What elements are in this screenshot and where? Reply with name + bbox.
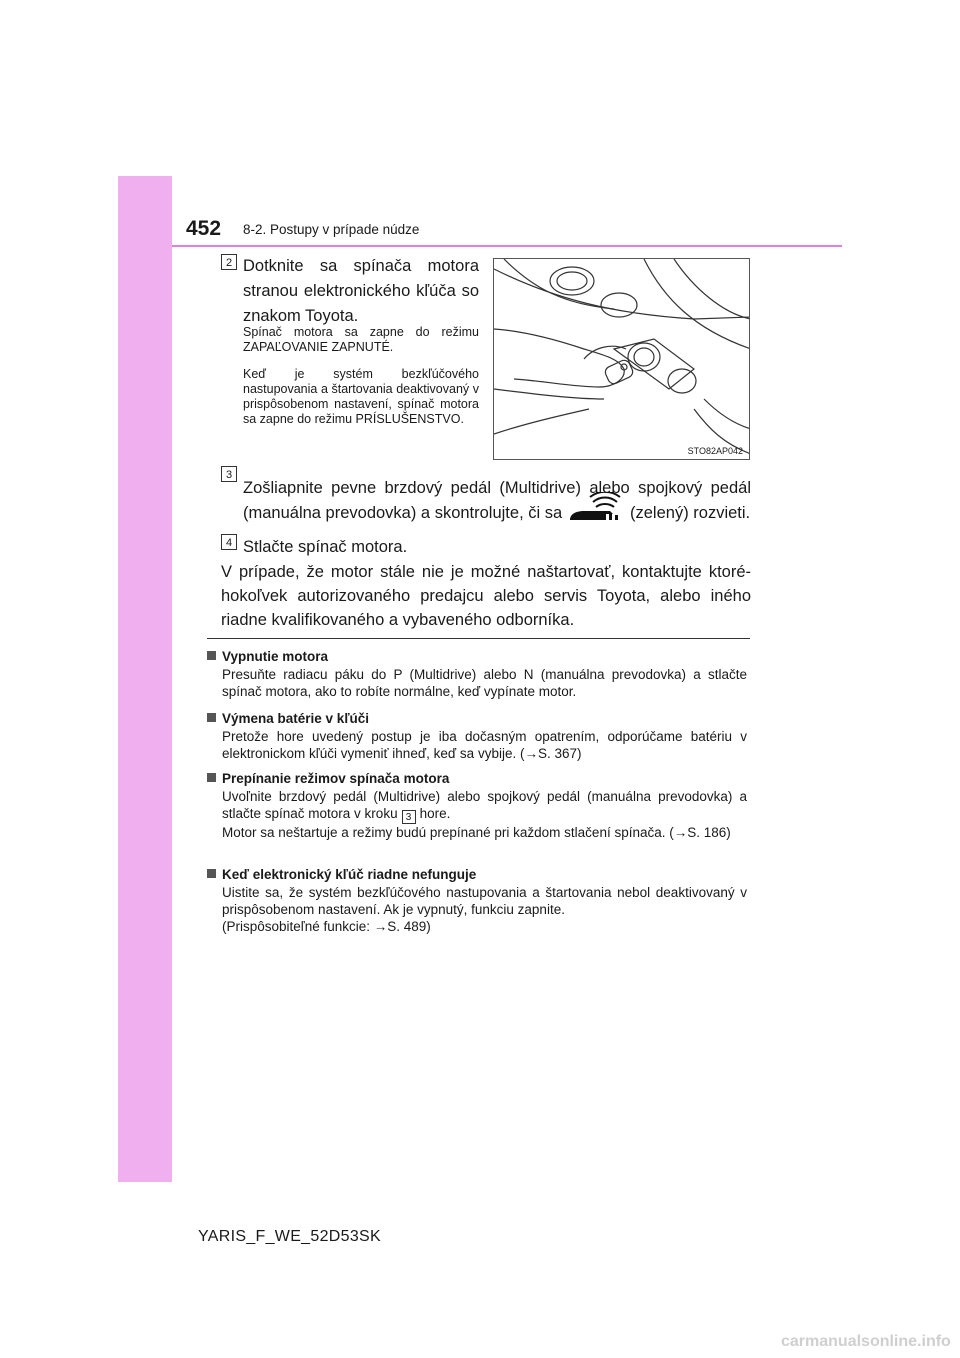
- watermark: carmanualsonline.info: [781, 1333, 951, 1350]
- note-body: Pretože hore uvedený postup je iba dočasným opatrením, odporúčame batériu v elektronickom kľúči vymeniť ihneď, keď sa vybije. (→S. 367): [222, 729, 747, 761]
- note-engine-off: [207, 648, 747, 700]
- note-title: Výmena batérie v kľúči: [222, 711, 370, 726]
- step-3-text-line2-start: (manuálna prevodovka) a skontrolujte, či sa: [243, 504, 563, 522]
- key-indicator-icon: [566, 492, 622, 524]
- step-3-text-line2-end: (zelený) rozvieti.: [630, 504, 751, 522]
- key-touching-switch-illustration: [493, 258, 750, 460]
- step-4-paragraph: V prípade, že motor stále nie je možné naštartovať, kontaktujte ktoré-hokoľvek autorizovaného predajcu alebo servis Toyota, alebo iného riadne kvalifikovaného a vybaveného odborníka.: [221, 563, 751, 629]
- document-code-footer: YARIS_F_WE_52D53SK: [198, 1228, 381, 1245]
- step-number-4: 4: [221, 534, 237, 550]
- section-title: 8-2. Postupy v prípade núdze: [243, 222, 420, 237]
- illustration-code: STO82AP042: [687, 446, 743, 456]
- step-number-3: 3: [221, 466, 237, 482]
- dashboard-drawing: [494, 259, 750, 460]
- notes-divider: [207, 638, 750, 639]
- bullet-square-icon: [207, 869, 216, 878]
- step-4-text: Stlačte spínač motora.: [243, 538, 408, 556]
- step-2-text: Dotknite sa spínača motora stranou elektronického kľúča so znakom Toyota.: [243, 257, 479, 325]
- note-title: Prepínanie režimov spínača motora: [222, 771, 450, 786]
- inline-step-reference: 3: [402, 810, 416, 824]
- step-number-2: 2: [221, 254, 237, 270]
- header-divider: [172, 245, 842, 247]
- section-sidebar-tab: [118, 176, 172, 1182]
- note-body-start: Uvoľnite brzdový pedál (Multidrive) alebo spojkový pedál (manuálna prevodovka) a stlačte spínač motora v kroku: [222, 789, 747, 821]
- note-title: Keď elektronický kľúč riadne nefunguje: [222, 867, 477, 882]
- page-number: 452: [186, 217, 222, 240]
- note-switch-modes: [207, 770, 747, 841]
- note-body: Uistite sa, že systém bezkľúčového nastupovania a štartovania nebol deaktivovaný v prispôsobenom nastavení. Ak je vypnutý, funkciu zapnite.: [222, 885, 747, 917]
- note-key-malfunction: [207, 866, 747, 935]
- note-body: Presuňte radiacu páku do P (Multidrive) alebo N (manuálna prevodovka) a stlačte spínač motora, ako to robíte normálne, keď vypínate motor.: [222, 667, 747, 699]
- bullet-square-icon: [207, 713, 216, 722]
- note-battery-replacement: [207, 710, 747, 762]
- bullet-square-icon: [207, 651, 216, 660]
- note-body-end: hore.: [419, 806, 451, 821]
- step-3-text-line1: Zošliapnite pevne brzdový pedál (Multidrive) alebo spojkový pedál: [243, 479, 751, 497]
- note-title: Vypnutie motora: [222, 649, 329, 664]
- note-body-second: (Prispôsobiteľné funkcie: →S. 489): [222, 919, 431, 934]
- note-body-second: Motor sa neštartuje a režimy budú prepínané pri každom stlačení spínača. (→S. 186): [222, 825, 731, 840]
- bullet-square-icon: [207, 773, 216, 782]
- step-2-note-ignition: Spínač motora sa zapne do režimu ZAPAĽOVANIE ZAPNUTÉ.: [243, 325, 479, 354]
- step-2-note-accessory: Keď je systém bezkľúčového nastupovania a štartovania deaktivovaný v prispôsobenom nastavení, spínač motora sa zapne do režimu PRÍSLUŠENSTVO.: [243, 367, 479, 426]
